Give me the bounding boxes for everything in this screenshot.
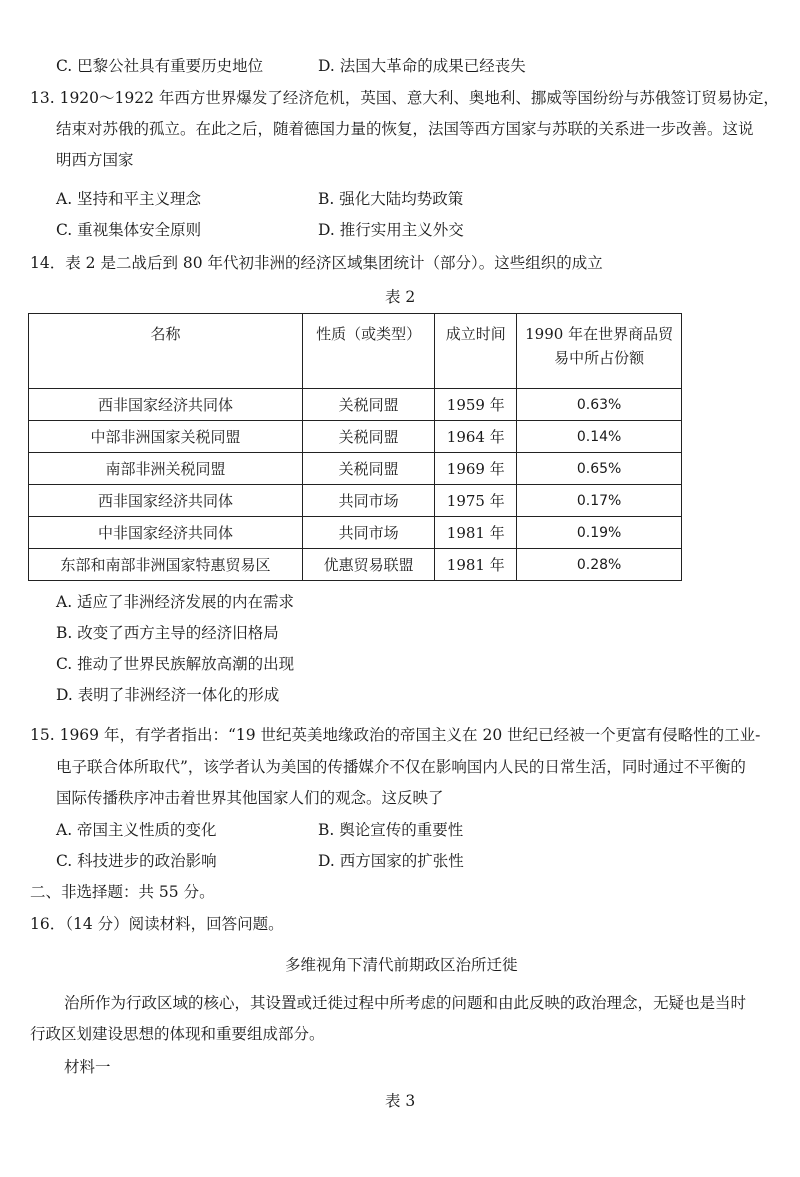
q13-option-d: D. 推行实用主义外交 (318, 221, 464, 239)
table-cell-share: 0.14% (517, 421, 682, 453)
q15-stem-line1: 15. 1969 年，有学者指出：“19 世纪英美地缘政治的帝国主义在 20 世纪已经被一个更富有侵略性的工业- (30, 726, 761, 744)
q15-stem-line2: 电子联合体所取代”，该学者认为美国的传播媒介不仅在影响国内人民的日常生活，同时通过不平衡的 (56, 758, 746, 776)
q13-stem-line3: 明西方国家 (56, 151, 134, 169)
q13-option-a: A. 坚持和平主义理念 (56, 190, 202, 208)
table-header-name: 名称 (29, 314, 303, 389)
table-cell-type: 关税同盟 (302, 421, 434, 453)
table-header-type: 性质（或类型） (302, 314, 434, 389)
q12-option-c: C. 巴黎公社具有重要历史地位 (56, 57, 264, 75)
table-cell-year: 1964 年 (435, 421, 517, 453)
table-cell-type: 优惠贸易联盟 (302, 549, 434, 581)
table-cell-year: 1975 年 (435, 485, 517, 517)
table-row (29, 453, 682, 485)
table3-title: 表 3 (385, 1092, 416, 1110)
table-row (29, 389, 682, 421)
q15-stem-line3: 国际传播秩序冲击着世界其他国家人们的观念。这反映了 (56, 789, 444, 807)
q15-option-d: D. 西方国家的扩张性 (318, 852, 464, 870)
table-cell-share: 0.63% (517, 389, 682, 421)
table-cell-type: 关税同盟 (302, 389, 434, 421)
table-cell-year: 1981 年 (435, 517, 517, 549)
table-cell-share: 0.17% (517, 485, 682, 517)
q14-option-d: D. 表明了非洲经济一体化的形成 (56, 686, 280, 704)
table-cell-year: 1981 年 (435, 549, 517, 581)
table-cell-name: 中非国家经济共同体 (29, 517, 303, 549)
table-cell-name: 西非国家经济共同体 (29, 485, 303, 517)
q16-stem: 16．（14 分）阅读材料，回答问题。 (30, 915, 284, 933)
table-row (29, 517, 682, 549)
q14-option-c: C. 推动了世界民族解放高潮的出现 (56, 655, 295, 673)
q15-option-a: A. 帝国主义性质的变化 (56, 821, 217, 839)
q13-option-b: B. 强化大陆均势政策 (318, 190, 464, 208)
q16-paragraph-line1: 治所作为行政区域的核心，其设置或迁徙过程中所考虑的问题和由此反映的政治理念，无疑也是当时 (64, 994, 747, 1012)
table-cell-share: 0.28% (517, 549, 682, 581)
q16-material-label: 材料一 (64, 1058, 111, 1076)
table-row (29, 549, 682, 581)
q15-option-b: B. 舆论宣传的重要性 (318, 821, 464, 839)
table-header-share: 1990 年在世界商品贸易中所占份额 (517, 314, 682, 389)
table-cell-year: 1959 年 (435, 389, 517, 421)
table-cell-share: 0.65% (517, 453, 682, 485)
q13-stem-line1: 13. 1920～1922 年西方世界爆发了经济危机，英国、意大利、奥地利、挪威等国纷纷与苏俄签订贸易协定， (30, 89, 779, 107)
table-row (29, 421, 682, 453)
table-header-year: 成立时间 (435, 314, 517, 389)
table-header-row (29, 314, 682, 389)
table-cell-name: 西非国家经济共同体 (29, 389, 303, 421)
q13-option-c: C. 重视集体安全原则 (56, 221, 202, 239)
q12-option-d: D. 法国大革命的成果已经丧失 (318, 57, 526, 75)
q16-paragraph-line2: 行政区划建设思想的体现和重要组成部分。 (30, 1025, 325, 1043)
table-cell-name: 东部和南部非洲国家特惠贸易区 (29, 549, 303, 581)
q14-option-a: A. 适应了非洲经济发展的内在需求 (56, 593, 295, 611)
q13-stem-line2: 结束对苏俄的孤立。在此之后，随着德国力量的恢复，法国等西方国家与苏联的关系进一步改善。这说 (56, 120, 754, 138)
table-cell-name: 南部非洲关税同盟 (29, 453, 303, 485)
q14-option-b: B. 改变了西方主导的经济旧格局 (56, 624, 279, 642)
section-heading: 二、非选择题：共 55 分。 (30, 883, 215, 901)
table-cell-type: 共同市场 (302, 485, 434, 517)
table-cell-name: 中部非洲国家关税同盟 (29, 421, 303, 453)
table-2 (28, 313, 682, 581)
table-cell-year: 1969 年 (435, 453, 517, 485)
q14-stem: 14．表 2 是二战后到 80 年代初非洲的经济区域集团统计（部分）。这些组织的成立 (30, 254, 603, 272)
table-cell-share: 0.19% (517, 517, 682, 549)
q16-title: 多维视角下清代前期政区治所迁徙 (285, 956, 518, 974)
table-cell-type: 关税同盟 (302, 453, 434, 485)
table2-title: 表 2 (385, 288, 416, 306)
q15-option-c: C. 科技进步的政治影响 (56, 852, 217, 870)
table-cell-type: 共同市场 (302, 517, 434, 549)
table-row (29, 485, 682, 517)
